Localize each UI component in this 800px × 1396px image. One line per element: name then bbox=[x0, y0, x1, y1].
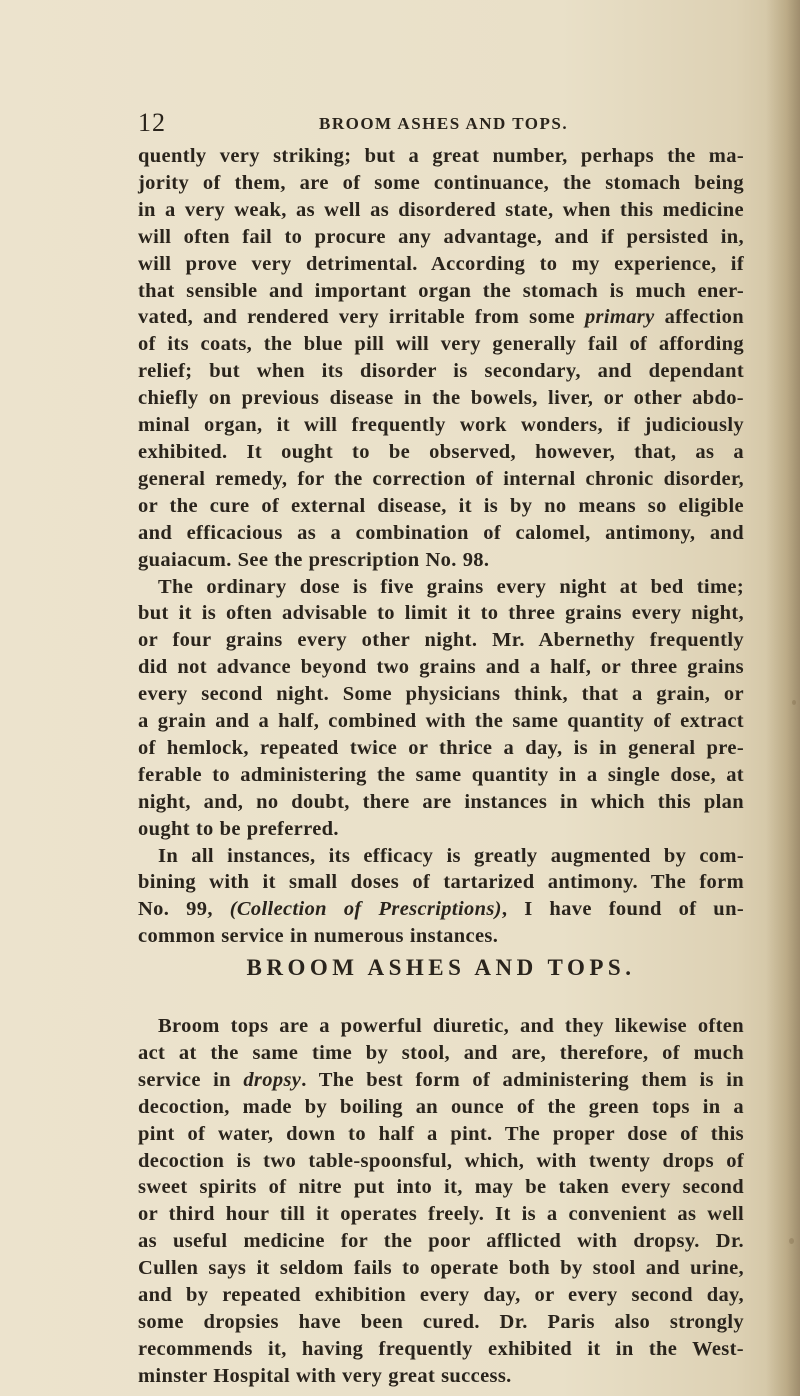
text-line: minster Hospital with very great success. bbox=[138, 1364, 512, 1387]
text-line: chiefly on previous disease in the bowels, liver, or other abdo- bbox=[138, 387, 744, 410]
text-line: common service in numerous instances. bbox=[138, 925, 499, 948]
text-line: a grain and a half, combined with the same quantity of extract bbox=[138, 710, 744, 733]
text-line bbox=[138, 1067, 744, 1094]
text-run: service in bbox=[138, 1068, 244, 1091]
text-line: every second night. Some physicians think, that a grain, or bbox=[138, 683, 744, 706]
text-run: affection bbox=[654, 306, 744, 329]
italic-word-dropsy: dropsy bbox=[243, 1068, 302, 1091]
running-head: BROOM ASHES AND TOPS. bbox=[319, 114, 569, 133]
text-run: No. 99, bbox=[138, 898, 230, 921]
text-line: will prove very detrimental. According to my experience, if bbox=[138, 252, 744, 275]
text-line: some dropsies have been cured. Dr. Paris also strongly bbox=[138, 1310, 744, 1333]
italic-word-primary: primary bbox=[584, 306, 655, 329]
text-line: of its coats, the blue pill will very generally fail of affording bbox=[138, 333, 744, 356]
paper-speck bbox=[789, 1238, 794, 1244]
text-line: bining with it small doses of tartarized antimony. The form bbox=[138, 871, 744, 894]
text-line: exhibited. It ought to be observed, however, that, as a bbox=[138, 440, 744, 463]
text-line: The ordinary dose is five grains every night at bed time; bbox=[158, 575, 744, 598]
broom-section bbox=[138, 1013, 744, 1390]
text-line: quently very striking; but a great number, perhaps the ma- bbox=[138, 145, 744, 167]
blue-pill-section bbox=[138, 143, 744, 950]
text-line: recommends it, having frequently exhibited it in the West- bbox=[138, 1337, 744, 1360]
text-line: In all instances, its efficacy is greatly augmented by com- bbox=[158, 844, 744, 867]
text-line: minal organ, it will frequently work wonders, if judiciously bbox=[138, 414, 744, 437]
text-line: but it is often advisable to limit it to three grains every night, bbox=[138, 602, 744, 625]
text-line: guaiacum. See the prescription No. 98. bbox=[138, 548, 490, 571]
text-run: vated, and rendered very irritable from some bbox=[138, 306, 585, 329]
text-line: as useful medicine for the poor afflicted with dropsy. Dr. bbox=[138, 1230, 744, 1253]
text-line: ought to be preferred. bbox=[138, 817, 339, 840]
text-line: of hemlock, repeated twice or thrice a day, is in general pre- bbox=[138, 736, 744, 759]
page-number: 12 bbox=[138, 108, 166, 137]
text-line: ferable to administering the same quantity in a single dose, at bbox=[138, 763, 744, 786]
text-run: . The best form of administering them is in bbox=[301, 1068, 745, 1091]
text-line: and by repeated exhibition every day, or every second day, bbox=[138, 1284, 744, 1307]
text-line: or the cure of external disease, it is by no means so eligible bbox=[138, 494, 744, 517]
text-line: and efficacious as a combination of calomel, antimony, and bbox=[138, 521, 744, 544]
paper-speck bbox=[792, 700, 796, 705]
text-line bbox=[138, 896, 744, 923]
text-line: that sensible and important organ the stomach is much ener- bbox=[138, 279, 744, 302]
text-line: Cullen says it seldom fails to operate both by stool and urine, bbox=[138, 1257, 744, 1280]
text-run: , I have found of un- bbox=[501, 898, 744, 921]
text-line: act at the same time by stool, and are, therefore, of much bbox=[138, 1041, 744, 1064]
text-line: pint of water, down to half a pint. The proper dose of this bbox=[138, 1122, 744, 1145]
text-line: will often fail to procure any advantage, and if persisted in, bbox=[138, 225, 744, 248]
section-heading: BROOM ASHES AND TOPS. bbox=[246, 955, 636, 980]
page-edge-shadow bbox=[766, 0, 800, 1396]
text-line: did not advance beyond two grains and a half, or three grains bbox=[138, 656, 744, 679]
text-line: Broom tops are a powerful diuretic, and they likewise often bbox=[158, 1015, 744, 1037]
text-line: or third hour till it operates freely. It is a convenient as well bbox=[138, 1203, 744, 1226]
text-line bbox=[138, 304, 744, 331]
text-line: decoction is two table-spoonsful, which, with twenty drops of bbox=[138, 1149, 744, 1172]
page-header bbox=[138, 108, 744, 142]
italic-collection-title: (Collection of Prescriptions) bbox=[229, 898, 502, 921]
text-line: jority of them, are of some continuance, the stomach being bbox=[138, 171, 744, 194]
text-line: night, and, no doubt, there are instances in which this plan bbox=[138, 790, 744, 813]
text-line: relief; but when its disorder is secondary, and dependant bbox=[138, 360, 744, 383]
text-line: in a very weak, as well as disordered state, when this medicine bbox=[138, 198, 744, 221]
text-line: decoction, made by boiling an ounce of the green tops in a bbox=[138, 1095, 744, 1118]
text-line: general remedy, for the correction of internal chronic disorder, bbox=[138, 467, 744, 490]
text-line: or four grains every other night. Mr. Abernethy frequently bbox=[138, 629, 744, 652]
text-line: sweet spirits of nitre put into it, may be taken every second bbox=[138, 1176, 744, 1199]
